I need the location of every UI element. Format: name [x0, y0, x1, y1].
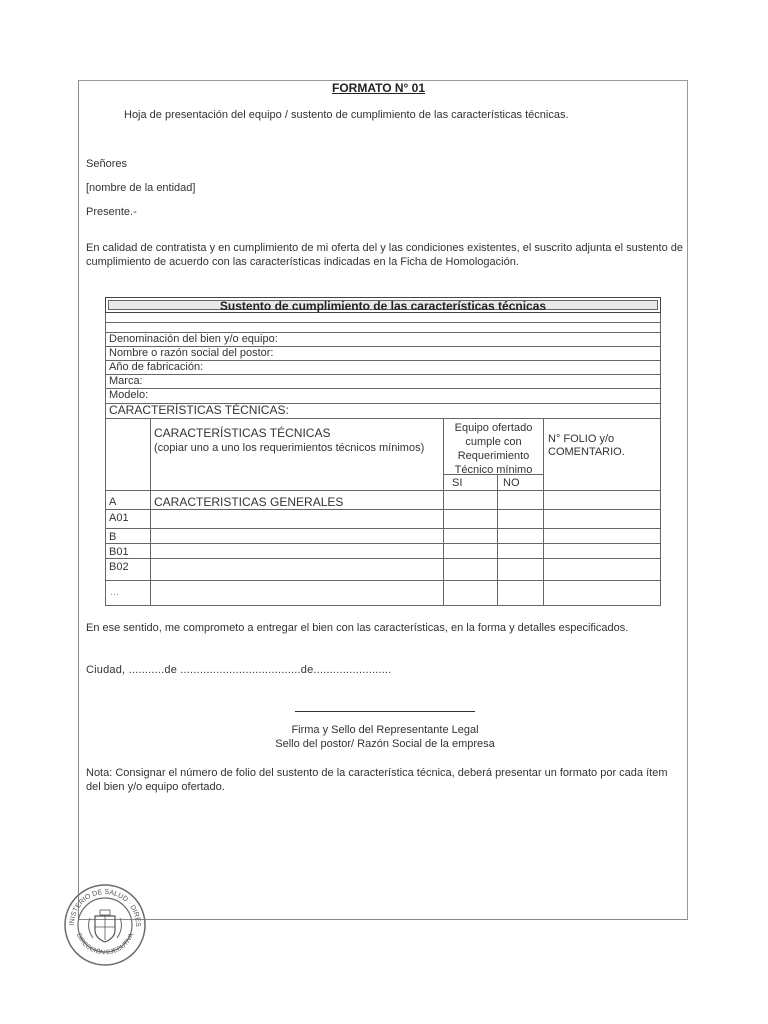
form-subtitle: Hoja de presentación del equipo / sustento de cumplimiento de las características técnicas.: [124, 109, 569, 121]
header-si: SI: [452, 477, 463, 489]
header-cumple: Equipo ofertado cumple con Requerimiento Técnico mínimo: [454, 422, 533, 476]
intro-paragraph: En calidad de contratista y en cumplimiento de mi oferta del y las condiciones existentes, el suscrito adjunta el sustento de cumplimiento de acuerdo con las características indicadas en la Ficha de Homologación.: [86, 242, 683, 268]
commitment-paragraph: En ese sentido, me comprometo a entregar el bien con las características, en la forma y detalles especificados.: [86, 622, 629, 634]
field-marca: Marca:: [109, 375, 143, 387]
row-desc: CARACTERISTICAS GENERALES: [154, 495, 344, 509]
official-seal: [62, 882, 148, 973]
field-anio-fabricacion: Año de fabricación:: [109, 361, 204, 373]
field-caracteristicas: CARACTERÍSTICAS TÉCNICAS:: [109, 403, 289, 417]
field-denominacion: Denominación del bien y/o equipo:: [109, 333, 278, 345]
entity-placeholder: [nombre de la entidad]: [86, 182, 196, 194]
salutation: Señores: [86, 158, 127, 170]
header-caracteristicas-note: (copiar uno a uno los requerimientos técnicos mínimos): [154, 442, 425, 454]
header-folio: N° FOLIO y/o COMENTARIO.: [548, 433, 625, 458]
row-code: B01: [109, 546, 129, 558]
row-code: A: [109, 496, 117, 508]
seal-top-text: INISTERIO DE SALUD · DIRES: [68, 888, 142, 927]
field-nombre-postor: Nombre o razón social del postor:: [109, 347, 274, 359]
seal-emblem-icon: [62, 882, 148, 968]
note-paragraph: Nota: Consignar el número de folio del sustento de la característica técnica, deberá presentar un formato por cada ítem del bien y/o equipo ofertado.: [86, 767, 668, 793]
field-modelo: Modelo:: [109, 389, 149, 401]
city-date-line: Ciudad, ...........de .....................................de........................: [86, 664, 392, 676]
table-title: Sustento de cumplimiento de las características técnicas: [105, 297, 661, 313]
present-text: Presente.-: [86, 206, 137, 218]
signature-subtitle: Sello del postor/ Razón Social de la empresa: [275, 738, 495, 750]
signature-title: Firma y Sello del Representante Legal: [291, 724, 479, 736]
signature-line: [295, 711, 475, 712]
row-code: B02: [109, 561, 129, 573]
svg-text:MINISTERIO DE SALUD · DIRESA: [62, 882, 141, 927]
header-no: NO: [503, 477, 520, 489]
row-code: A01: [109, 512, 129, 524]
row-code: ...: [110, 586, 120, 598]
row-code: B: [109, 531, 117, 543]
seal-bottom-text: DIRECCIÓN EJECUTIVA: [74, 932, 136, 957]
form-title: FORMATO N° 01: [332, 81, 426, 95]
header-caracteristicas: CARACTERÍSTICAS TÉCNICAS: [154, 426, 331, 440]
